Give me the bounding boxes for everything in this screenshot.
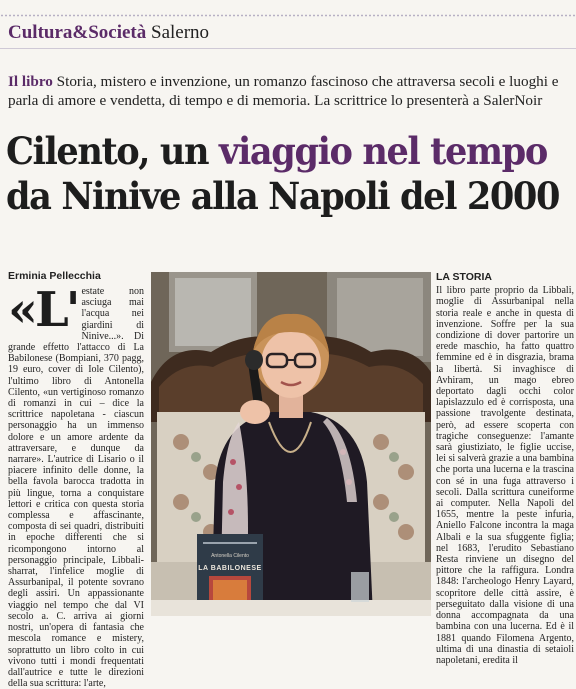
left-column-text: estate non asciuga mai l'acqua nei giardini di Ninive...». Di grande effetto l'attacco di La Babilonese (Bompiani, 370 pagg, 19 euro, cover di Iole Cilento), l'ultimo libro di Antonella Cilento, «un vertiginoso romanzo di romanzi in cui – dice la scrittrice napoletana - ciascun personaggio ha un immenso dolore e un amore ardente da attraversare, e dunque da narrare». L'autrice di Lisario o il piacere infinito delle donne, la bella favola barocca tradotta in più lingue, torna a conquistare lettori e critica con questa storia complessa e affascinante, composta di sei quadri, distribuiti in epoche differenti che si ricompongono intorno al personaggio principale, Libbali-sharrat, l'infelice moglie di Assurbanipal, il potente sovrano degli assiri. Un appassionante viaggio nel tempo che dal VI secolo a. C. arriva ai giorni nostri, un'opera di fantasia che mescola romance e mistery, soprattutto un libro colto in cui vivono tutti i mondi frequentati dall'autrice e tutte le direzioni della sua scrittura: l'arte, [8, 286, 144, 689]
headline-line1-highlight: viaggio nel tempo [219, 129, 547, 173]
headline-line2: da Ninive alla Napoli del 2000 [6, 174, 559, 218]
summary-text: Storia, mistero e invenzione, un romanzo fascinoso che attraversa secoli e luoghi e parla di amore e vendetta, di tempo e di memoria. La scrittrice lo presenterà a SalerNoir [8, 73, 559, 109]
right-column-subhead: LA STORIA [436, 271, 493, 283]
article-column-right [436, 271, 574, 666]
book-cover-author: Antonella Cilento [211, 553, 249, 559]
article-column-left [8, 282, 144, 689]
header-rule [0, 48, 576, 49]
dropcap: «L' [8, 282, 78, 338]
summary [8, 72, 573, 110]
headline [6, 129, 559, 219]
book-cover-title: LA BABILONESE [198, 565, 262, 572]
headline-line1-a: Cilento, un [6, 129, 220, 173]
header-dotted-rule [0, 14, 576, 17]
summary-kicker: Il libro [8, 73, 53, 90]
byline: Erminia Pellecchia [8, 270, 101, 282]
section-city: Salerno [151, 22, 210, 43]
photo-illustration [151, 272, 431, 616]
right-column-text: Il libro parte proprio da Libbali, moglie di Assurbanipal nella storia reale e anche in questa di invenzione. Soffre per la sua condizione di dover partorire un erede maschio, ha fatto quattro femmine ed è in disgrazia, brama la libertà. Si invaghisce di Avhiram, un mago ebreo deportato dagli occhi color lapislazzulo ed è corrisposta, una passione travolgente destinata, però, ad essere scoperta con tragiche conseguenze: l'amante sarà giustiziato, le figlie uccise, lei si salverà grazie a una bambina che porta una lucerna e la trascina con sé in una fuga attraverso i secoli. Dalla scrittura cuneiforme ai computer. Nella Napoli del 1655, mentre la peste infuria, Aniello Falcone incontra la maga Albali e la sua sfuggente figlia; nel 1683, l'erudito Sebastiano Resta rinviene un disegno del pittore che la raffigura. Londra 1848: l'archeologo Henry Layard, scopritore delle città assire, è perseguitato dalla visione di una donna accompagnata da una bambina con una lucerna. Ed è il 1881 quando Filomena Argento, ultima di una dinastia di setaioli napoletani, eredita il [436, 285, 574, 666]
section-header [8, 22, 209, 44]
author-photo [151, 272, 431, 616]
section-name: Cultura&Società [8, 22, 147, 43]
